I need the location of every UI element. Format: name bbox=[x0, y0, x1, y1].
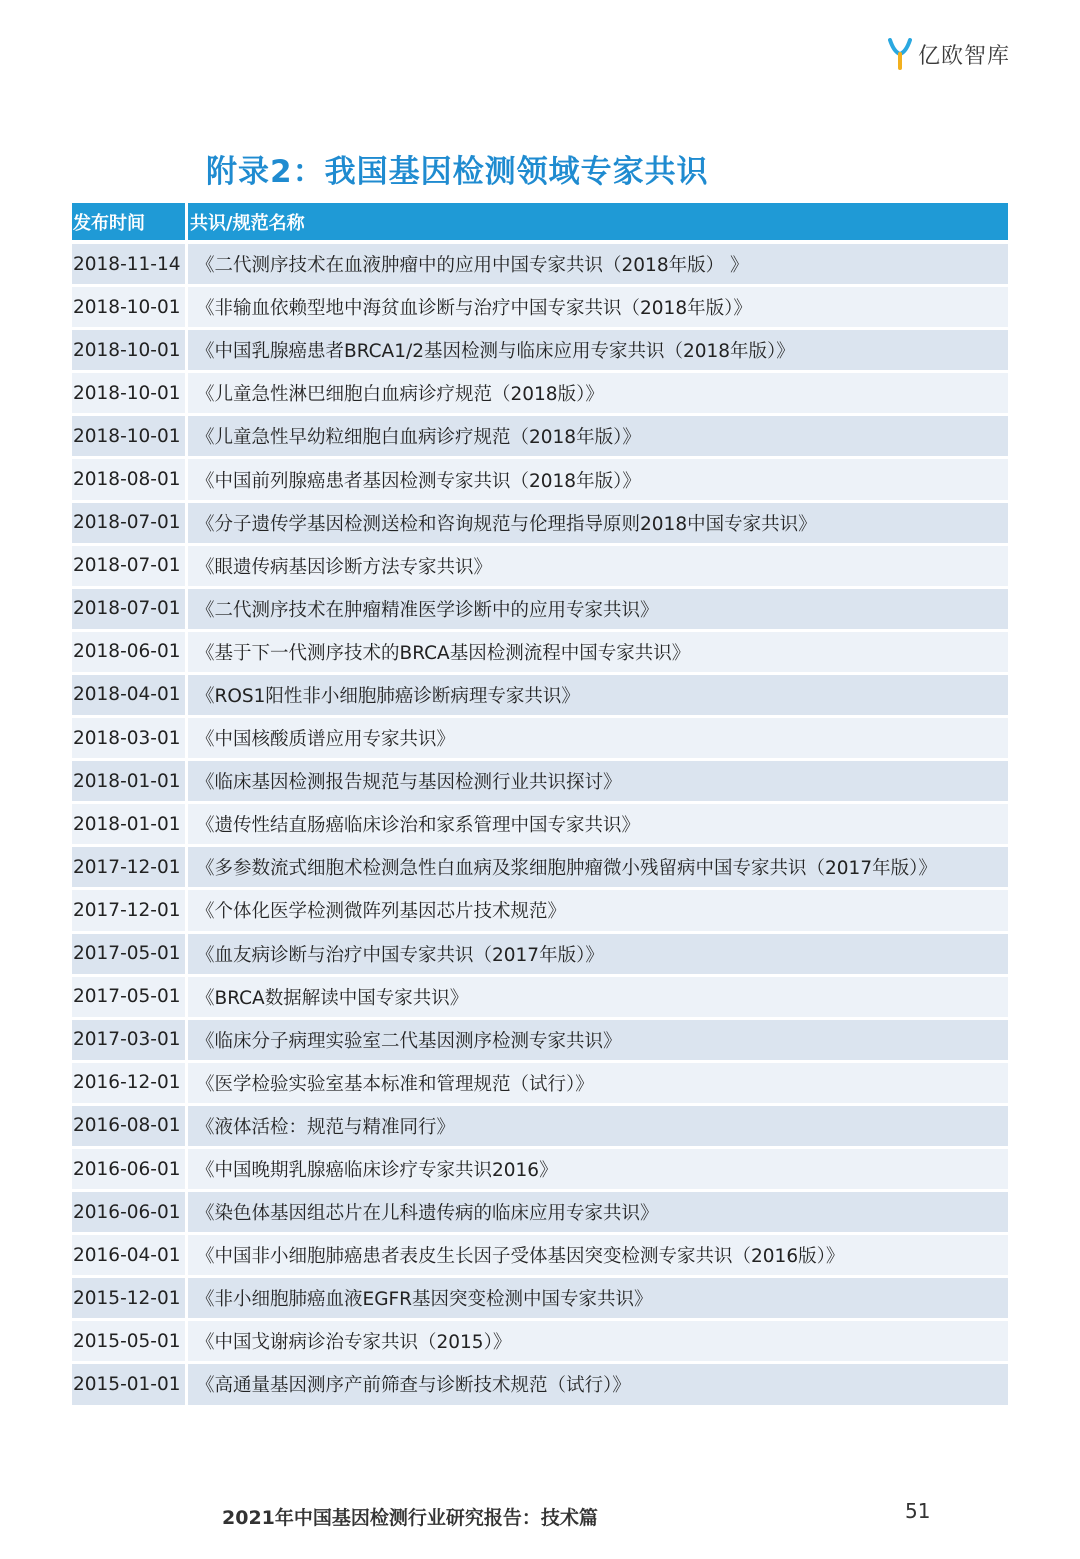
cell-date: 2018-07-01 bbox=[72, 546, 185, 589]
cell-name: 《中国核酸质谱应用专家共识》 bbox=[188, 718, 1008, 761]
cell-date: 2018-10-01 bbox=[72, 416, 185, 459]
cell-name: 《临床基因检测报告规范与基因检测行业共识探讨》 bbox=[188, 761, 1008, 804]
cell-date: 2016-12-01 bbox=[72, 1063, 185, 1106]
cell-date: 2017-05-01 bbox=[72, 934, 185, 977]
cell-name: 《BRCA数据解读中国专家共识》 bbox=[188, 977, 1008, 1020]
cell-name: 《基于下一代测序技术的BRCA基因检测流程中国专家共识》 bbox=[188, 632, 1008, 675]
table-row bbox=[72, 1020, 1008, 1063]
table-row bbox=[72, 1235, 1008, 1278]
cell-name: 《分子遗传学基因检测送检和咨询规范与伦理指导原则2018中国专家共识》 bbox=[188, 503, 1008, 546]
cell-date: 2015-01-01 bbox=[72, 1364, 185, 1407]
cell-date: 2018-01-01 bbox=[72, 804, 185, 847]
cell-name: 《多参数流式细胞术检测急性白血病及浆细胞肿瘤微小残留病中国专家共识（2017年版）》 bbox=[188, 847, 1008, 890]
cell-name: 《染色体基因组芯片在儿科遗传病的临床应用专家共识》 bbox=[188, 1192, 1008, 1235]
cell-name: 《儿童急性淋巴细胞白血病诊疗规范（2018版）》 bbox=[188, 373, 1008, 416]
page-number: 51 bbox=[905, 1499, 931, 1523]
cell-name: 《二代测序技术在肿瘤精准医学诊断中的应用专家共识》 bbox=[188, 589, 1008, 632]
cell-date: 2018-07-01 bbox=[72, 589, 185, 632]
cell-date: 2018-03-01 bbox=[72, 718, 185, 761]
table-row bbox=[72, 373, 1008, 416]
table-row bbox=[72, 589, 1008, 632]
cell-name: 《ROS1阳性非小细胞肺癌诊断病理专家共识》 bbox=[188, 675, 1008, 718]
table-row bbox=[72, 1321, 1008, 1364]
cell-name: 《眼遗传病基因诊断方法专家共识》 bbox=[188, 546, 1008, 589]
cell-name: 《遗传性结直肠癌临床诊治和家系管理中国专家共识》 bbox=[188, 804, 1008, 847]
footer-report-title: 2021年中国基因检测行业研究报告：技术篇 bbox=[222, 1507, 598, 1529]
cell-date: 2018-08-01 bbox=[72, 459, 185, 502]
table-row bbox=[72, 459, 1008, 502]
column-header-date: 发布时间 bbox=[73, 212, 145, 234]
cell-date: 2017-12-01 bbox=[72, 890, 185, 933]
column-header-name: 共识/规范名称 bbox=[190, 212, 305, 234]
table-row bbox=[72, 890, 1008, 933]
cell-name: 《二代测序技术在血液肿瘤中的应用中国专家共识（2018年版） 》 bbox=[188, 244, 1008, 287]
table-row bbox=[72, 1063, 1008, 1106]
cell-name: 《非输血依赖型地中海贫血诊断与治疗中国专家共识（2018年版）》 bbox=[188, 287, 1008, 330]
cell-date: 2016-04-01 bbox=[72, 1235, 185, 1278]
cell-date: 2018-11-14 bbox=[72, 244, 185, 287]
table-row bbox=[72, 632, 1008, 675]
table-header bbox=[72, 203, 1008, 240]
cell-name: 《中国前列腺癌患者基因检测专家共识（2018年版）》 bbox=[188, 459, 1008, 502]
cell-name: 《儿童急性早幼粒细胞白血病诊疗规范（2018年版）》 bbox=[188, 416, 1008, 459]
cell-date: 2016-08-01 bbox=[72, 1106, 185, 1149]
cell-date: 2017-05-01 bbox=[72, 977, 185, 1020]
cell-date: 2018-10-01 bbox=[72, 373, 185, 416]
cell-name: 《医学检验实验室基本标准和管理规范（试行）》 bbox=[188, 1063, 1008, 1106]
cell-date: 2015-05-01 bbox=[72, 1321, 185, 1364]
table-row bbox=[72, 1192, 1008, 1235]
cell-date: 2018-10-01 bbox=[72, 330, 185, 373]
cell-date: 2015-12-01 bbox=[72, 1278, 185, 1321]
table-row bbox=[72, 244, 1008, 287]
cell-date: 2018-10-01 bbox=[72, 287, 185, 330]
cell-name: 《中国晚期乳腺癌临床诊疗专家共识2016》 bbox=[188, 1149, 1008, 1192]
table-row bbox=[72, 503, 1008, 546]
cell-date: 2018-07-01 bbox=[72, 503, 185, 546]
cell-name: 《个体化医学检测微阵列基因芯片技术规范》 bbox=[188, 890, 1008, 933]
table-row bbox=[72, 934, 1008, 977]
cell-name: 《血友病诊断与治疗中国专家共识（2017年版）》 bbox=[188, 934, 1008, 977]
table-row bbox=[72, 1278, 1008, 1321]
page-title: 附录2：我国基因检测领域专家共识 bbox=[206, 154, 709, 190]
table-row bbox=[72, 546, 1008, 589]
table-row bbox=[72, 761, 1008, 804]
cell-date: 2016-06-01 bbox=[72, 1192, 185, 1235]
cell-name: 《高通量基因测序产前筛查与诊断技术规范（试行）》 bbox=[188, 1364, 1008, 1407]
table-row bbox=[72, 1364, 1008, 1407]
table-row bbox=[72, 718, 1008, 761]
table-row bbox=[72, 1149, 1008, 1192]
table-row bbox=[72, 287, 1008, 330]
table-row bbox=[72, 416, 1008, 459]
table-row bbox=[72, 804, 1008, 847]
cell-name: 《中国戈谢病诊治专家共识（2015）》 bbox=[188, 1321, 1008, 1364]
table-row bbox=[72, 330, 1008, 373]
cell-date: 2016-06-01 bbox=[72, 1149, 185, 1192]
table-row bbox=[72, 1106, 1008, 1149]
consensus-table bbox=[72, 203, 1008, 1408]
cell-date: 2017-12-01 bbox=[72, 847, 185, 890]
table-row bbox=[72, 977, 1008, 1020]
cell-name: 《中国非小细胞肺癌患者表皮生长因子受体基因突变检测专家共识（2016版）》 bbox=[188, 1235, 1008, 1278]
logo-text: 亿欧智库 bbox=[918, 43, 1011, 69]
cell-date: 2018-01-01 bbox=[72, 761, 185, 804]
table-body bbox=[72, 244, 1008, 1408]
table-row bbox=[72, 847, 1008, 890]
cell-name: 《中国乳腺癌患者BRCA1/2基因检测与临床应用专家共识（2018年版）》 bbox=[188, 330, 1008, 373]
cell-date: 2018-04-01 bbox=[72, 675, 185, 718]
cell-date: 2018-06-01 bbox=[72, 632, 185, 675]
brand-logo bbox=[888, 38, 1010, 70]
cell-name: 《临床分子病理实验室二代基因测序检测专家共识》 bbox=[188, 1020, 1008, 1063]
cell-date: 2017-03-01 bbox=[72, 1020, 185, 1063]
cell-name: 《非小细胞肺癌血液EGFR基因突变检测中国专家共识》 bbox=[188, 1278, 1008, 1321]
cell-name: 《液体活检：规范与精准同行》 bbox=[188, 1106, 1008, 1149]
table-row bbox=[72, 675, 1008, 718]
logo-icon bbox=[888, 38, 912, 70]
